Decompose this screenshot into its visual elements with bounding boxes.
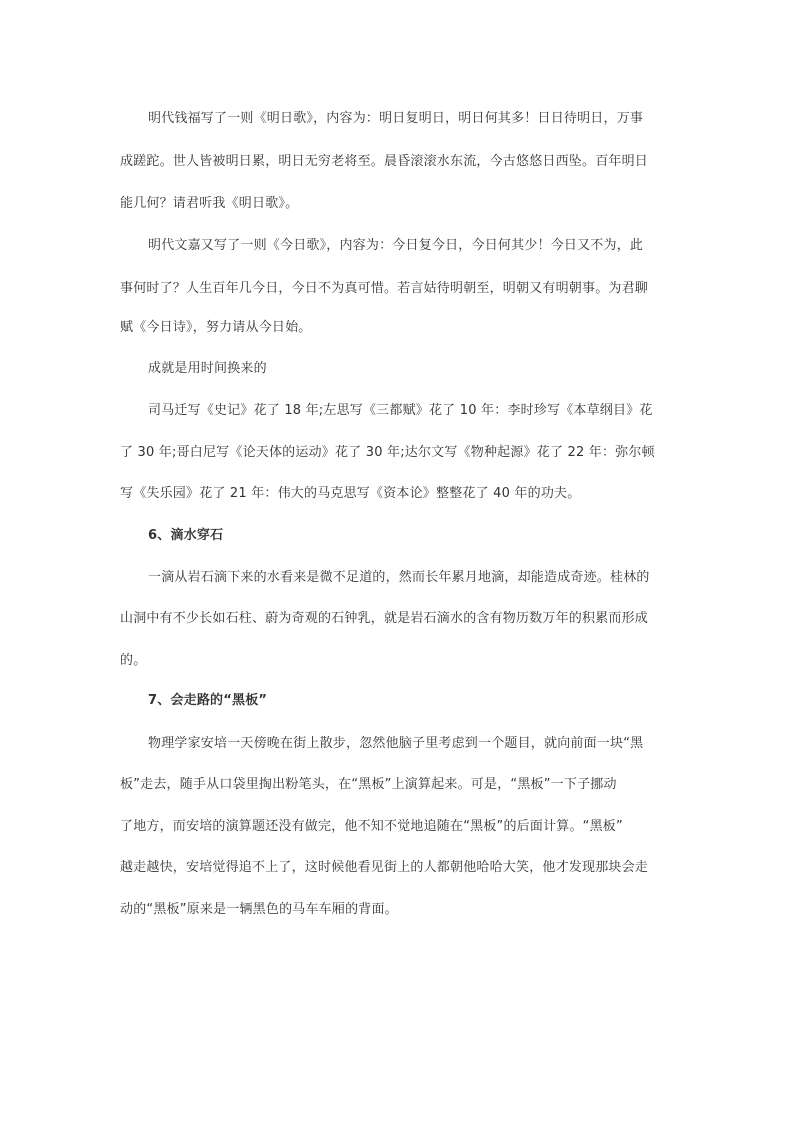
- section-heading: 7、会走路的“黑板”: [148, 693, 268, 708]
- paragraph-line: 事何时了？人生百年几今日，今日不为真可惜。若言姑待明朝至，明朝又有明朝事。为君聊: [120, 281, 649, 296]
- paragraph-line: 了地方，而安培的演算题还没有做完，他不知不觉地追随在“黑板”的后面计算。“黑板”: [120, 819, 623, 834]
- paragraph-line: 成蹉跎。世人皆被明日累，明日无穷老将至。晨昏滚滚水东流，今古悠悠日西坠。百年明日: [120, 154, 649, 169]
- paragraph-line: 山洞中有不少长如石柱、蔚为奇观的石钟乳，就是岩石滴水的含有物历数万年的积累而形成: [120, 611, 649, 626]
- paragraph-line: 写《失乐园》花了 21 年：伟大的马克思写《资本论》整整花了 40 年的功夫。: [120, 486, 581, 501]
- paragraph-line: 司马迁写《史记》花了 18 年;左思写《三都赋》花了 10 年：李时珍写《本草纲目》花: [148, 403, 653, 418]
- paragraph-line: 越走越快，安培觉得追不上了，这时候他看见街上的人都朝他哈哈大笑，他才发现那块会走: [120, 860, 649, 875]
- paragraph-line: 成就是用时间换来的: [148, 361, 267, 376]
- paragraph-line: 明代文嘉又写了一则《今日歌》，内容为：今日复今日，今日何其少！今日又不为，此: [148, 238, 644, 253]
- section-heading: 6、滴水穿石: [148, 528, 224, 543]
- paragraph-line: 物理学家安培一天傍晚在街上散步，忽然他脑子里考虑到一个题目，就向前面一块“黑: [148, 736, 644, 751]
- paragraph-line: 板”走去，随手从口袋里掏出粉笔头，在“黑板”上演算起来。可是，“黑板”一下子挪动: [120, 777, 617, 792]
- paragraph-line: 赋《今日诗》，努力请从今日始。: [120, 320, 312, 335]
- paragraph-line: 能几何？请君听我《明日歌》。: [120, 196, 299, 211]
- paragraph-line: 动的“黑板”原来是一辆黑色的马车车厢的背面。: [120, 902, 398, 917]
- paragraph-line: 的。: [120, 653, 147, 668]
- paragraph-line: 一滴从岩石滴下来的水看来是微不足道的，然而长年累月地滴，却能造成奇迹。桂林的: [148, 570, 650, 585]
- paragraph-line: 明代钱福写了一则《明日歌》，内容为：明日复明日，明日何其多！日日待明日，万事: [148, 111, 644, 126]
- paragraph-line: 了 30 年;哥白尼写《论天体的运动》花了 30 年;达尔文写《物种起源》花了 22 年：弥尔顿: [120, 445, 655, 460]
